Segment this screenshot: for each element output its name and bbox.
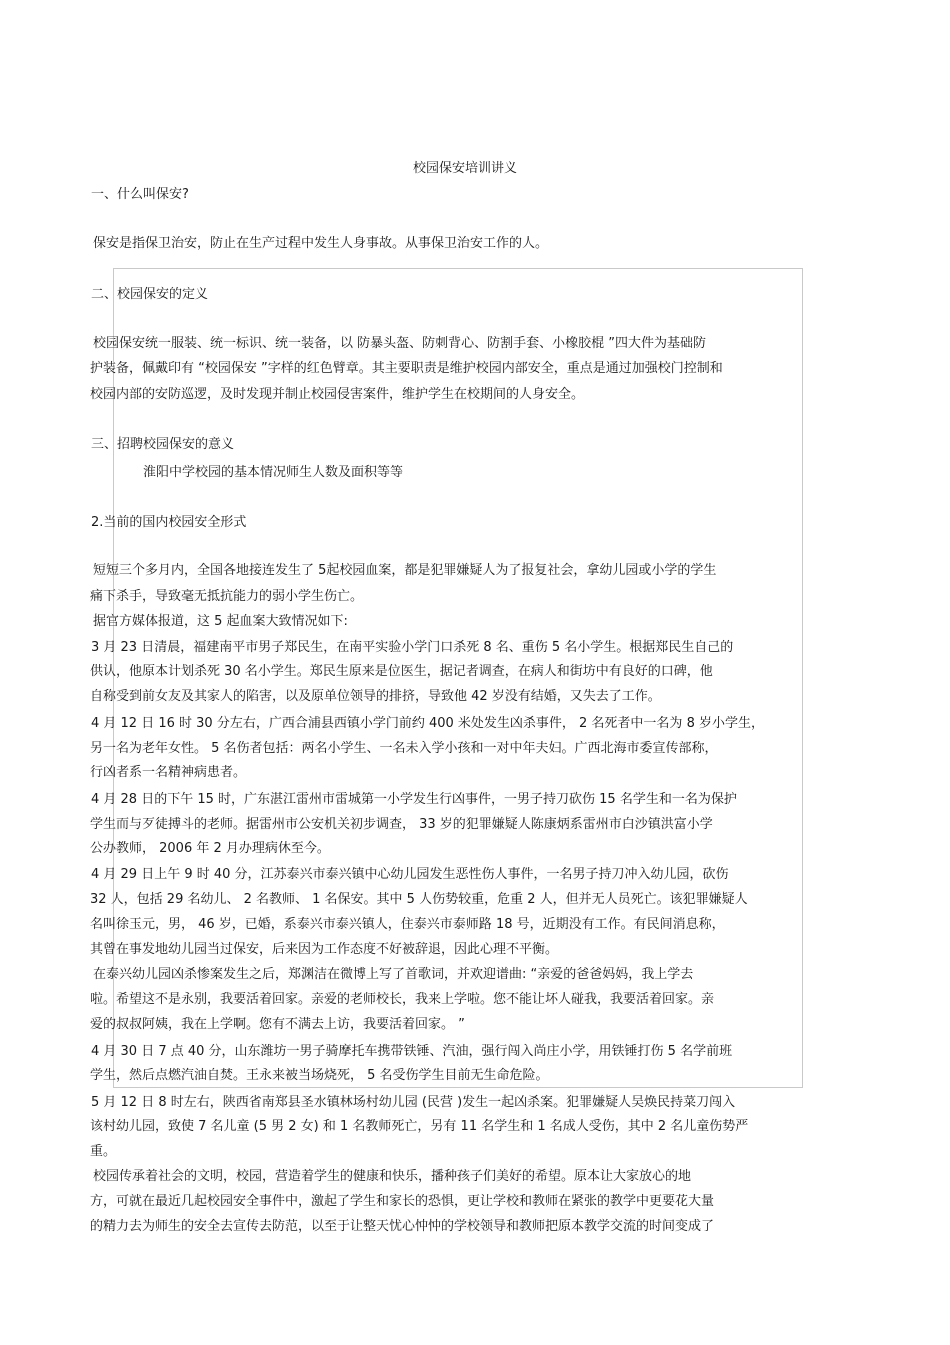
- list-item: 淮阳中学校园的基本情况师生人数及面积等等: [143, 465, 404, 480]
- paragraph-line: 4 月 30 日 7 点 40 分，山东潍坊一男子骑摩托车携带铁锤、汽油，强行闯入尚庄小学，用铁锤打伤 5 名学前班: [91, 1044, 733, 1059]
- paragraph-line: 另一名为老年女性。 5 名伤者包括：两名小学生、一名未入学小孩和一对中年夫妇。广西北海市委宣传部称，: [90, 741, 718, 756]
- paragraph-line: 短短三个多月内，全国各地接连发生了 5起校园血案，都是犯罪嫌疑人为了报复社会，拿幼儿园或小学的学生: [93, 563, 717, 578]
- paragraph-line: 啦。希望这不是永别，我要活着回家。亲爱的老师校长，我来上学啦。您不能让坏人碰我，我要活着回家。亲: [90, 992, 715, 1007]
- subheading: 2.当前的国内校园安全形式: [91, 515, 247, 530]
- paragraph-line: 学生，然后点燃汽油自焚。王永来被当场烧死， 5 名受伤学生目前无生命危险。: [90, 1068, 549, 1083]
- paragraph-line: 5 月 12 日 8 时左右，陕西省南郑县圣水镇林场村幼儿园 (民营 )发生一起凶杀案。犯罪嫌疑人吴焕民持菜刀闯入: [91, 1095, 736, 1110]
- paragraph-line: 保安是指保卫治安，防止在生产过程中发生人身事故。从事保卫治安工作的人。: [93, 236, 549, 251]
- paragraph-line: 名叫徐玉元，男， 46 岁，已婚，系泰兴市泰兴镇人，住泰兴市泰师路 18 号，近期没有工作。有民间消息称，: [90, 917, 725, 932]
- paragraph-line: 4 月 28 日的下午 15 时，广东湛江雷州市雷城第一小学发生行凶事件，一男子持刀砍伤 15 名学生和一名为保护: [91, 792, 737, 807]
- paragraph-line: 校园传承着社会的文明，校园，营造着学生的健康和快乐，播种孩子们美好的希望。原本让大家放心的地: [93, 1169, 692, 1184]
- paragraph-line: 学生而与歹徒搏斗的老师。据雷州市公安机关初步调查， 33 岁的犯罪嫌疑人陈康炳系雷州市白沙镇洪富小学: [90, 817, 713, 832]
- paragraph-line: 护装备，佩戴印有 “校园保安 ”字样的红色臂章。其主要职责是维护校园内部安全，重点是通过加强校门控制和: [90, 361, 723, 376]
- paragraph-line: 痛下杀手，导致毫无抵抗能力的弱小学生伤亡。: [90, 589, 364, 604]
- paragraph-line: 自称受到前女友及其家人的陷害，以及原单位领导的排挤，导致他 42 岁没有结婚，又失去了工作。: [90, 689, 661, 704]
- paragraph-line: 3 月 23 日清晨，福建南平市男子郑民生，在南平实验小学门口杀死 8 名、重伤 5 名小学生。根据郑民生自己的: [91, 640, 734, 655]
- document-title: 校园保安培训讲义: [413, 161, 518, 176]
- paragraph-line: 4 月 29 日上午 9 时 40 分，江苏泰兴市泰兴镇中心幼儿园发生恶性伤人事件，一名男子持刀冲入幼儿园，砍伤: [91, 867, 729, 882]
- paragraph-line: 行凶者系一名精神病患者。: [90, 765, 247, 780]
- paragraph-line: 在泰兴幼儿园凶杀惨案发生之后，郑渊洁在微博上写了首歌词，并欢迎谱曲: “亲爱的爸爸妈妈，我上学去: [93, 967, 694, 982]
- paragraph-line: 校园内部的安防巡逻，及时发现并制止校园侵害案件，维护学生在校期间的人身安全。: [90, 387, 585, 402]
- paragraph-line: 据官方媒体报道，这 5 起血案大致情况如下:: [93, 614, 348, 629]
- paragraph-line: 重。: [90, 1144, 117, 1159]
- paragraph-line: 32 人，包括 29 名幼儿、 2 名教师、 1 名保安。其中 5 人伤势较重，危重 2 人，但并无人员死亡。该犯罪嫌疑人: [90, 892, 748, 907]
- paragraph-line: 该村幼儿园，致使 7 名儿童 (5 男 2 女) 和 1 名教师死亡，另有 11 名学生和 1 名成人受伤，其中 2 名儿童伤势严: [90, 1119, 749, 1134]
- paragraph-line: 4 月 12 日 16 时 30 分左右，广西合浦县西镇小学门前约 400 米处发生凶杀事件， 2 名死者中一名为 8 岁小学生，: [91, 716, 764, 731]
- paragraph-line: 其曾在事发地幼儿园当过保安，后来因为工作态度不好被辞退，因此心理不平衡。: [90, 942, 559, 957]
- paragraph-line: 的精力去为师生的安全去宣传去防范，以至于让整天忧心忡忡的学校领导和教师把原本教学交流的时间变成了: [90, 1219, 715, 1234]
- paragraph-line: 校园保安统一服装、统一标识、统一装备，以 防暴头盔、防刺背心、防割手套、小橡胶棍 ”四大件为基础防: [93, 336, 707, 351]
- paragraph-line: 方，可就在最近几起校园安全事件中，激起了学生和家长的恐惧，更让学校和教师在紧张的教学中更要花大量: [90, 1194, 715, 1209]
- paragraph-line: 公办教师， 2006 年 2 月办理病休至今。: [90, 841, 330, 856]
- section-heading-1: 一、什么叫保安?: [91, 187, 189, 202]
- section-heading-2: 二、校园保安的定义: [91, 287, 209, 302]
- paragraph-line: 供认，他原本计划杀死 30 名小学生。郑民生原来是位医生，据记者调查，在病人和街坊中有良好的口碑，他: [90, 664, 713, 679]
- section-heading-3: 三、招聘校园保安的意义: [91, 437, 235, 452]
- paragraph-line: 爱的叔叔阿姨，我在上学啊。您有不满去上访，我要活着回家。 ”: [90, 1017, 465, 1032]
